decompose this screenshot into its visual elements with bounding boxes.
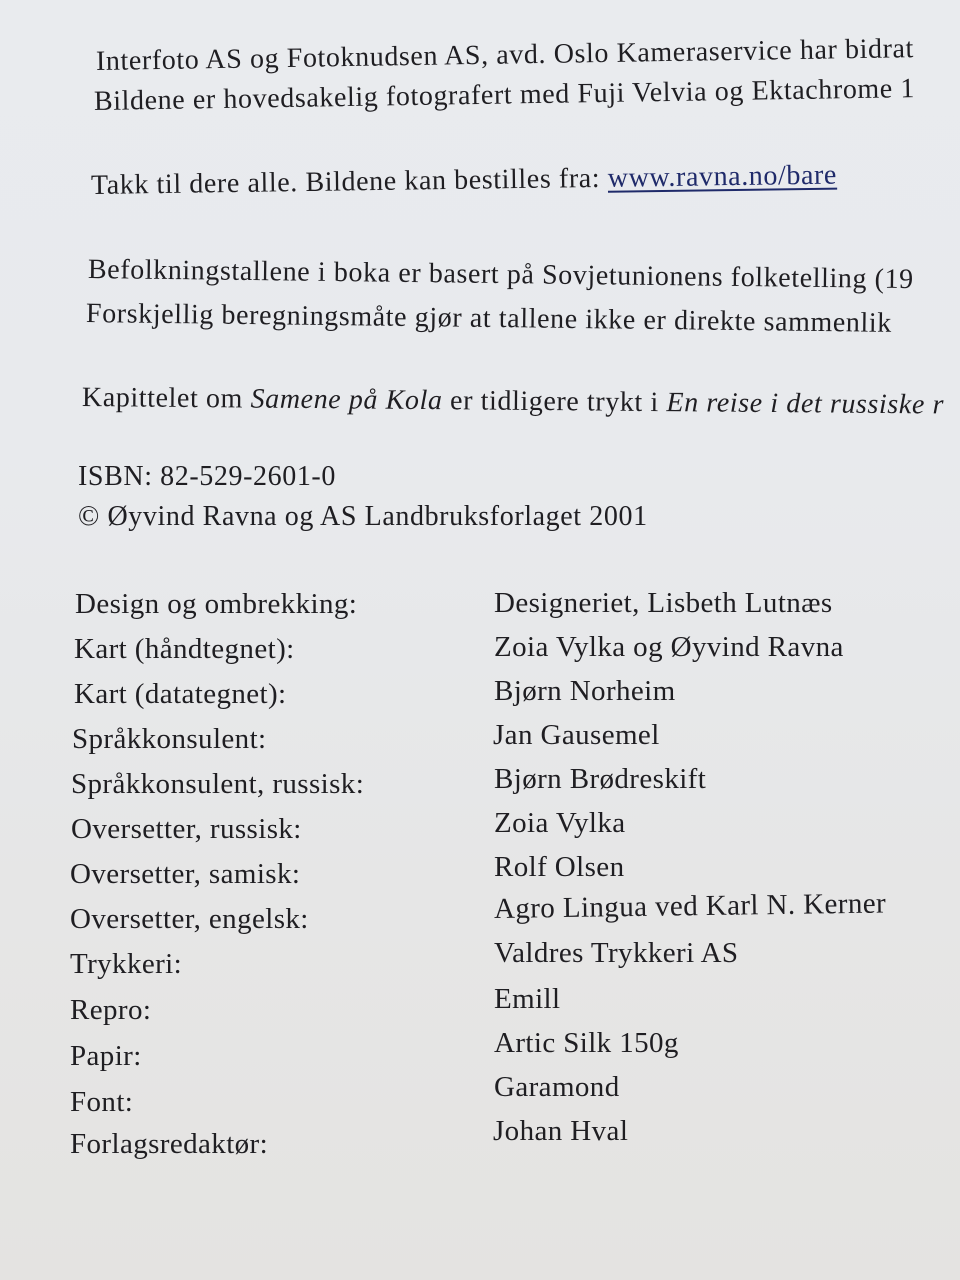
credit-value: Bjørn Norheim <box>494 675 676 707</box>
credit-label: Kart (håndtegnet): <box>74 633 295 665</box>
credit-value: Zoia Vylka og Øyvind Ravna <box>494 631 844 663</box>
credit-value: Rolf Olsen <box>494 851 625 883</box>
credit-value: Artic Silk 150g <box>494 1027 679 1059</box>
credit-value: Agro Lingua ved Karl N. Kerner <box>493 887 887 925</box>
chapter-title: Samene på Kola <box>250 383 443 417</box>
credit-value: Johan Hval <box>493 1115 629 1147</box>
chapter-note <box>82 384 944 420</box>
credit-value: Jan Gausemel <box>493 719 660 751</box>
population-line-1: Befolkningstallene i boka er basert på Sovjetunionens folketelling (19 <box>87 254 914 296</box>
intro-line-2: Bildene er hovedsakelig fotografert med Fuji Velvia og Ektachrome 1 <box>93 73 916 117</box>
order-website-link[interactable]: www.ravna.no/bare <box>607 159 838 194</box>
credit-value: Zoia Vylka <box>494 807 626 839</box>
chapter-middle: er tidligere trykt i <box>442 385 667 419</box>
population-line-2: Forskjellig beregningsmåte gjør at tallene ikke er direkte sammenlik <box>85 298 893 339</box>
credit-label: Trykkeri: <box>70 948 183 980</box>
intro-line-1: Interfoto AS og Fotoknudsen AS, avd. Oslo Kameraservice har bidrat <box>95 33 915 77</box>
isbn: ISBN: 82-529-2601-0 <box>78 461 336 492</box>
copyright: © Øyvind Ravna og AS Landbruksforlaget 2001 <box>78 501 648 532</box>
credit-value: Emill <box>494 983 561 1015</box>
thanks-text: Takk til dere alle. Bildene kan bestilles fra: <box>90 162 609 201</box>
credit-label: Oversetter, russisk: <box>71 813 302 845</box>
credit-label: Repro: <box>70 994 152 1026</box>
credit-label: Språkkonsulent: <box>72 723 267 755</box>
thanks-line <box>90 159 838 201</box>
credit-value: Designeriet, Lisbeth Lutnæs <box>494 587 833 619</box>
credit-label: Design og ombrekking: <box>75 588 358 620</box>
chapter-prefix: Kapittelet om <box>81 382 251 415</box>
credit-label: Forlagsredaktør: <box>70 1128 269 1160</box>
credit-label: Papir: <box>70 1040 142 1072</box>
credit-label: Font: <box>70 1086 134 1118</box>
credit-value: Garamond <box>494 1071 620 1103</box>
credit-label: Språkkonsulent, russisk: <box>71 768 365 800</box>
credit-value: Bjørn Brødreskift <box>494 763 707 795</box>
credit-label: Oversetter, engelsk: <box>70 903 309 935</box>
credit-label: Oversetter, samisk: <box>70 858 301 890</box>
chapter-source: En reise i det russiske r <box>666 387 945 421</box>
credit-label: Kart (datategnet): <box>74 678 287 710</box>
credit-value: Valdres Trykkeri AS <box>494 937 739 969</box>
